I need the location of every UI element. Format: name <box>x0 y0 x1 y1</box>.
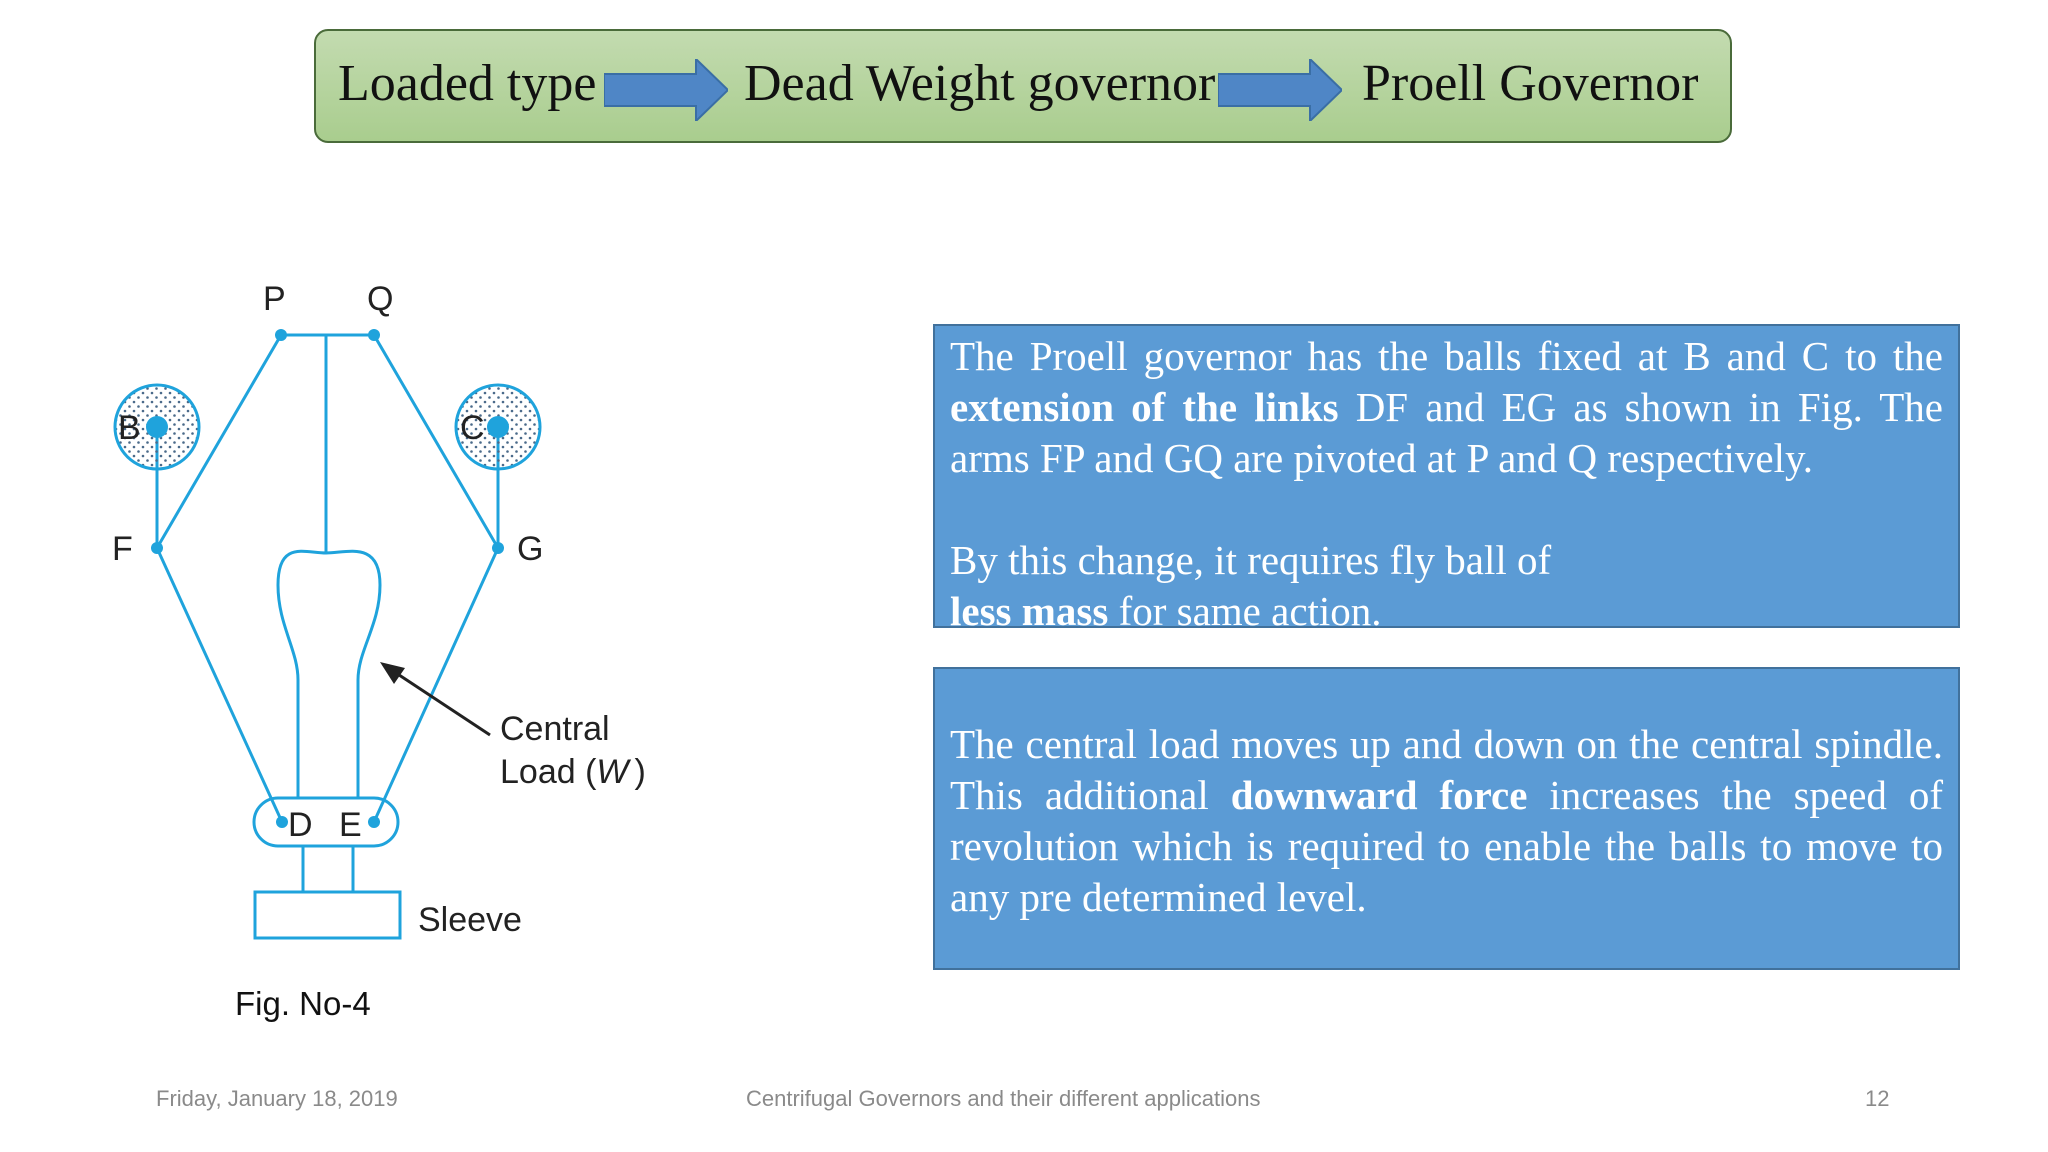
description-box-1 <box>933 324 1960 634</box>
label-g: G <box>517 530 544 568</box>
pivot-q <box>368 329 380 341</box>
label-load: Load (W ) <box>500 753 646 791</box>
label-f: F <box>112 530 133 568</box>
footer-title: Centrifugal Governors and their different applications <box>746 1086 1261 1111</box>
joint-e <box>368 816 380 828</box>
label-b: B <box>118 409 141 447</box>
label-central: Central <box>500 710 610 748</box>
label-c: C <box>460 409 485 447</box>
label-sleeve: Sleeve <box>418 901 522 939</box>
ball-center-c <box>487 416 509 438</box>
link-eg <box>374 548 498 822</box>
pivot-p <box>275 329 287 341</box>
label-d: D <box>288 806 313 844</box>
footer-page-number: 12 <box>1865 1086 1890 1111</box>
title-banner <box>314 29 1732 143</box>
label-e: E <box>339 806 362 844</box>
right-arrow-icon <box>1218 59 1342 121</box>
banner-step-loaded-type: Loaded type <box>338 55 597 112</box>
label-q: Q <box>367 280 394 318</box>
pointer-arrowhead-icon <box>380 662 405 684</box>
ball-center-b <box>146 416 168 438</box>
right-arrow-icon <box>604 59 728 121</box>
footer-date: Friday, January 18, 2019 <box>156 1086 398 1111</box>
joint-f <box>151 542 163 554</box>
link-df <box>157 548 282 822</box>
box2-paragraph: The central load moves up and down on the central spindle. This additional downward force increases the speed of revolution which is required to enable the balls to move to any pre determined level. <box>950 721 1944 920</box>
description-box-2 <box>933 667 1960 970</box>
box1-paragraph-1: The Proell governor has the balls fixed at B and C to the extension of the links DF and EG as shown in Fig. The arms FP and GQ are pivoted at P and Q respectively. <box>950 333 1943 481</box>
banner-step-dead-weight: Dead Weight governor <box>744 55 1216 112</box>
label-p: P <box>263 280 286 318</box>
figure-caption: Fig. No-4 <box>235 985 371 1022</box>
banner-step-proell: Proell Governor <box>1362 55 1699 112</box>
joint-d <box>276 816 288 828</box>
joint-g <box>492 542 504 554</box>
box1-paragraph-2: By this change, it requires fly ball of less mass for same action. <box>950 537 1552 634</box>
sleeve-base <box>255 892 400 938</box>
central-load-shape <box>278 551 380 798</box>
proell-governor-diagram <box>100 260 700 960</box>
